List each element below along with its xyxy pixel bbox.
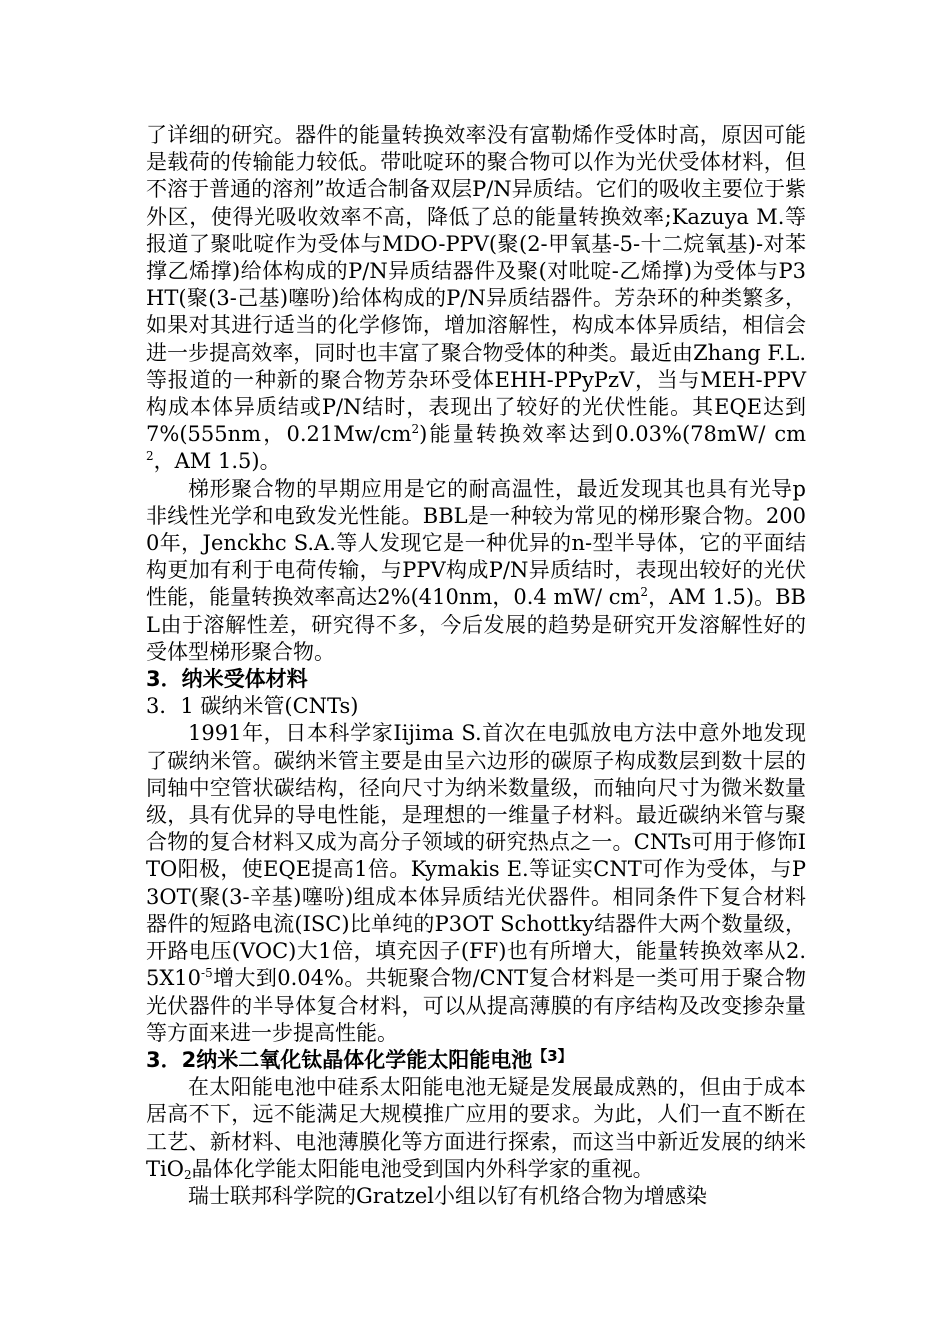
paragraph-tio2-intro: 在太阳能电池中硅系太阳能电池无疑是发展最成熟的，但由于成本居高不下，远不能满足大规模推广应用的要求。为此，人们一直不断在工艺、新材料、电池薄膜化等方面进行探索，而这当中新近发展的纳米TiO$_2$晶体化学能太阳能电池受到国内外科学家的重视。 <box>146 1075 806 1182</box>
citation-ref: 【3】 <box>532 1046 573 1065</box>
paragraph-polypyridine: 了详细的研究。器件的能量转换效率没有富勒烯作受体时高，原因可能是载荷的传输能力较低。带吡啶环的聚合物可以作为光伏受体材料，但不溶于普通的溶剂”故适合制备双层P/N异质结。它们的吸收主要位于紫外区，使得光吸收效率不高，降低了总的能量转换效率;Kazuya M.等报道了聚吡啶作为受体与MDO-PPV(聚(2-甲氧基-5-十二烷氧基)-对苯撑乙烯撑)给体构成的P/N异质结器件及聚(对吡啶-乙烯撑)为受体与P3HT(聚(3-己基)噻吩)给体构成的P/N异质结器件。芳杂环的种类繁多，如果对其进行适当的化学修饰，增加溶解性，构成本体异质结，相信会进一步提高效率，同时也丰富了聚合物受体的种类。最近由Zhang F.L.等报道的一种新的聚合物芳杂环受体EHH-PPyPzV，当与MEH-PPV构成本体异质结或P/N结时，表现出了较好的光伏性能。其EQE达到7%(555nm，$0.21Mw/cm^2$)能量转换效率达到0.03%(78mW/ $cm^2$，AM 1.5)。 <box>146 123 806 474</box>
paragraph-ladder-polymer: 梯形聚合物的早期应用是它的耐高温性，最近发现其也具有光导p非线性光学和电致发光性能。BBL是一种较为常见的梯形聚合物。2000年，Jenckhc S.A.等人发现它是一种优异的n-型半导体，它的平面结构更加有利于电荷传输，与PPV构成P/N异质结时，表现出较好的光伏性能，能量转换效率高达2%(410nm，0.4 mW/ $cm^2$，AM 1.5)。BBL由于溶解性差，研究得不多，今后发展的趋势是研究开发溶解性好的受体型梯形聚合物。 <box>146 476 806 664</box>
subsection-heading-cnt: 3．1 碳纳米管(CNTs) <box>146 694 359 719</box>
document-page <box>146 122 806 1210</box>
paragraph-carbon-nanotube: 1991年，日本科学家Iijima S.首次在电弧放电方法中意外地发现了碳纳米管。碳纳米管主要是由呈六边形的碳原子构成数层到数十层的同轴中空管状碳结构，径向尺寸为纳米数量级，而轴向尺寸为微米数量级，具有优异的导电性能，是理想的一维量子材料。最近碳纳米管与聚合物的复合材料又成为高分子领域的研究热点之一。CNTs可用于修饰ITO阳极，使EQE提高1倍。Kymakis E.等证实CNT可作为受体，与P3OT(聚(3-辛基)噻吩)组成本体异质结光伏器件。相同条件下复合材料器件的短路电流(ISC)比单纯的P3OT Schottky结器件大两个数量级，开路电压(VOC)大1倍，填充因子(FF)也有所增大，能量转换效率从$2.5X10^{-5}$增大到0.04%。共轭聚合物/CNT复合材料是一类可用于聚合物光伏器件的半导体复合材料，可以从提高薄膜的有序结构及改变掺杂量等方面来进一步提高性能。 <box>146 721 806 1045</box>
subsection-heading-tio2: 3．2纳米二氧化钛晶体化学能太阳能电池$^{【3】}$ <box>146 1046 573 1072</box>
section-heading-nano-acceptor: 3．纳米受体材料 <box>146 667 308 692</box>
paragraph-gratzel: 瑞士联邦科学院的Gratzel小组以钌有机络合物为增感染 <box>188 1183 707 1208</box>
